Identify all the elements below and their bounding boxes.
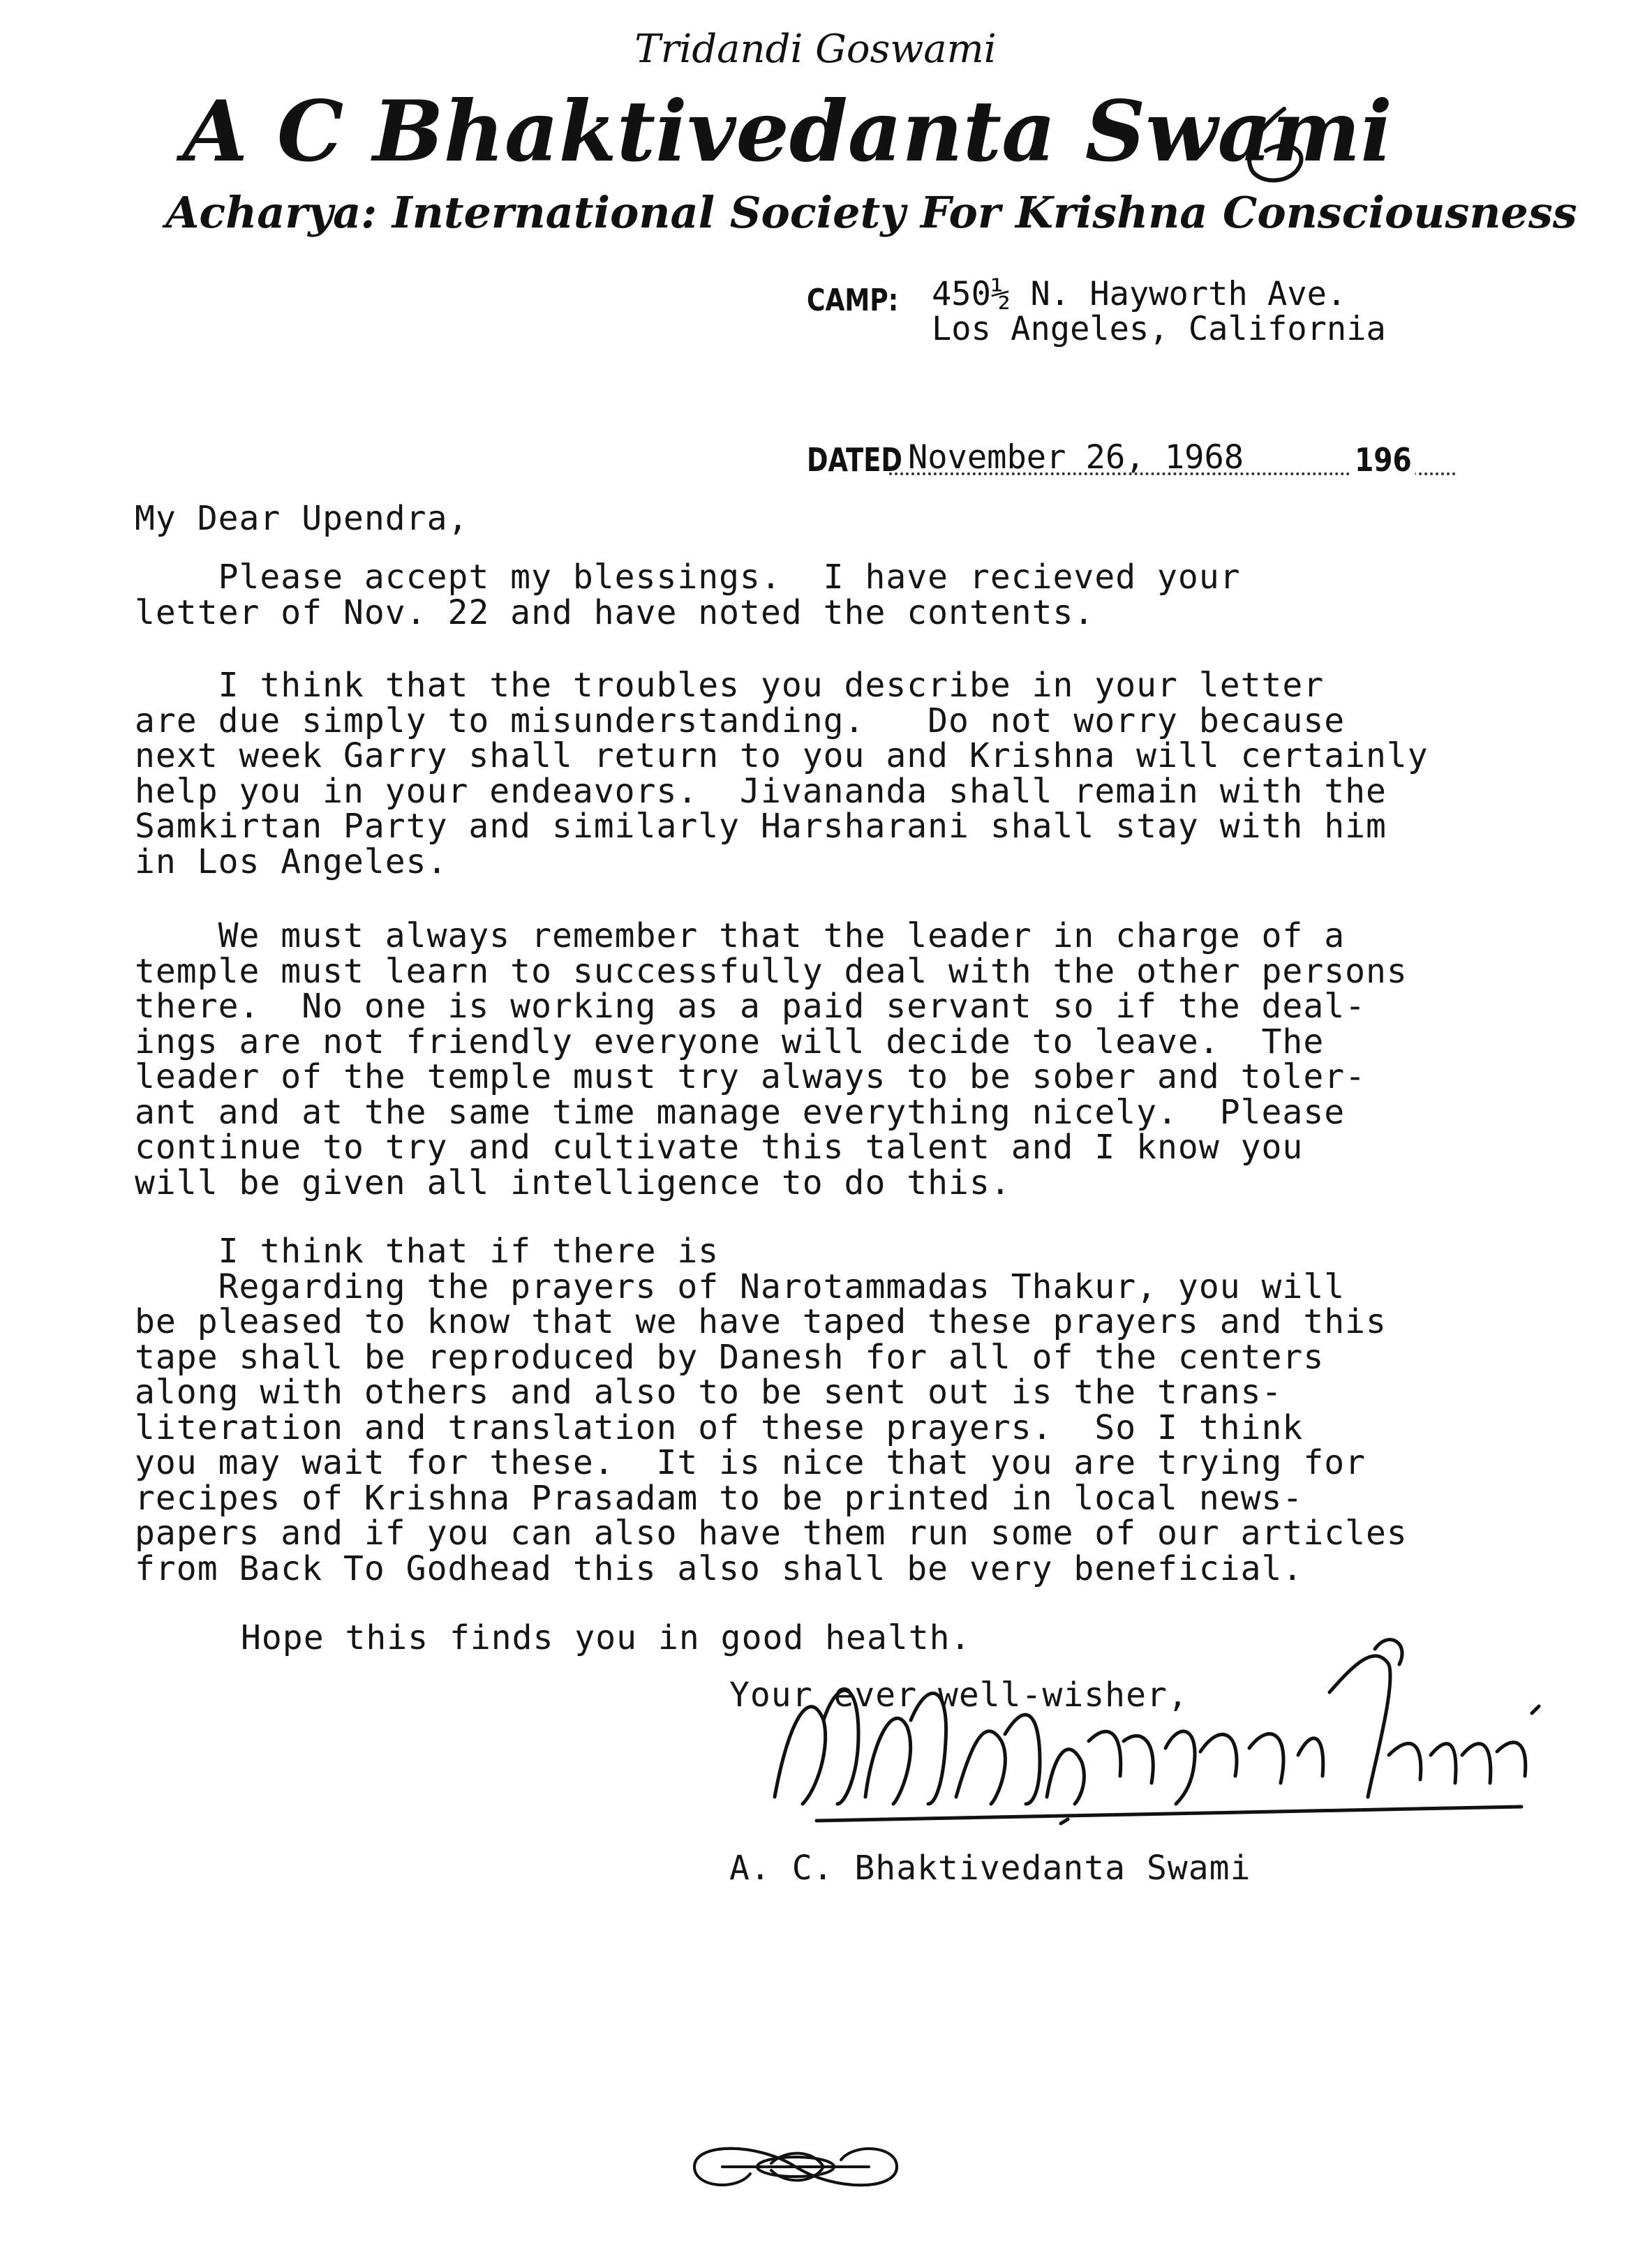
ornament-flourish-icon — [680, 2128, 911, 2205]
date-year-prefix: 196 — [1351, 441, 1415, 479]
letter-paragraph-1: Please accept my blessings. I have recieved your letter of Nov. 22 and have noted the contents. — [135, 558, 1241, 632]
camp-address-line2: Los Angeles, California — [932, 310, 1386, 348]
letterhead-name: A C Bhaktivedanta Swami — [183, 82, 1392, 181]
letterhead-title-line: Tridandi Goswami — [634, 27, 997, 72]
date-value: November 26, 1968 — [908, 438, 1244, 477]
date-label: DATED — [807, 441, 902, 479]
handwritten-signature — [761, 1636, 1549, 1846]
letterhead-organization: Acharya: International Society For Krishna Consciousness — [165, 187, 1577, 238]
camp-address-line1: 450½ N. Hayworth Ave. — [932, 275, 1347, 313]
letterhead-flourish-icon — [1235, 105, 1312, 188]
letter-paragraph-5: Hope this finds you in good health. — [241, 1618, 971, 1657]
letter-salutation: My Dear Upendra, — [135, 499, 469, 538]
camp-label: CAMP: — [807, 283, 899, 318]
letter-paragraph-3: We must always remember that the leader in charge of a temple must learn to successfully deal with the other persons there. No one is working as a paid servant so if the deal- ings are not friendly everyone will decide to leave. The leader of the temple must try always to be sober and toler- ant and at the same time manage everything nicely. Please continue to try and cultivate this talent and I know you will be given all intelligence to do this. — [135, 916, 1408, 1202]
letter-paragraph-4: I think that if there is Regarding the prayers of Narotammadas Thakur, you will be pleased to know that we have taped these prayers and this tape shall be reproduced by Danesh for all of the centers along with others and also to be sent out is the trans- literation and translation of these prayers. So I think you may wait for these. It is nice that you are trying for recipes of Krishna Prasadam to be printed in local news- papers and if you can also have them run some of our articles from Back To Godhead this also shall be very beneficial. — [135, 1232, 1408, 1588]
typed-signature-name: A. C. Bhaktivedanta Swami — [729, 1849, 1251, 1888]
letter-paragraph-2: I think that the troubles you describe in your letter are due simply to misunderstanding. Do not worry because next week Garry shall return to you and Krishna will certainly help you in your endeavors. Jivananda shall remain with the Samkirtan Party and similarly Harsharani shall stay with him in Los Angeles. — [135, 666, 1429, 881]
date-line — [807, 438, 1470, 483]
letter-closing: Your ever well-wisher, — [729, 1676, 1189, 1715]
